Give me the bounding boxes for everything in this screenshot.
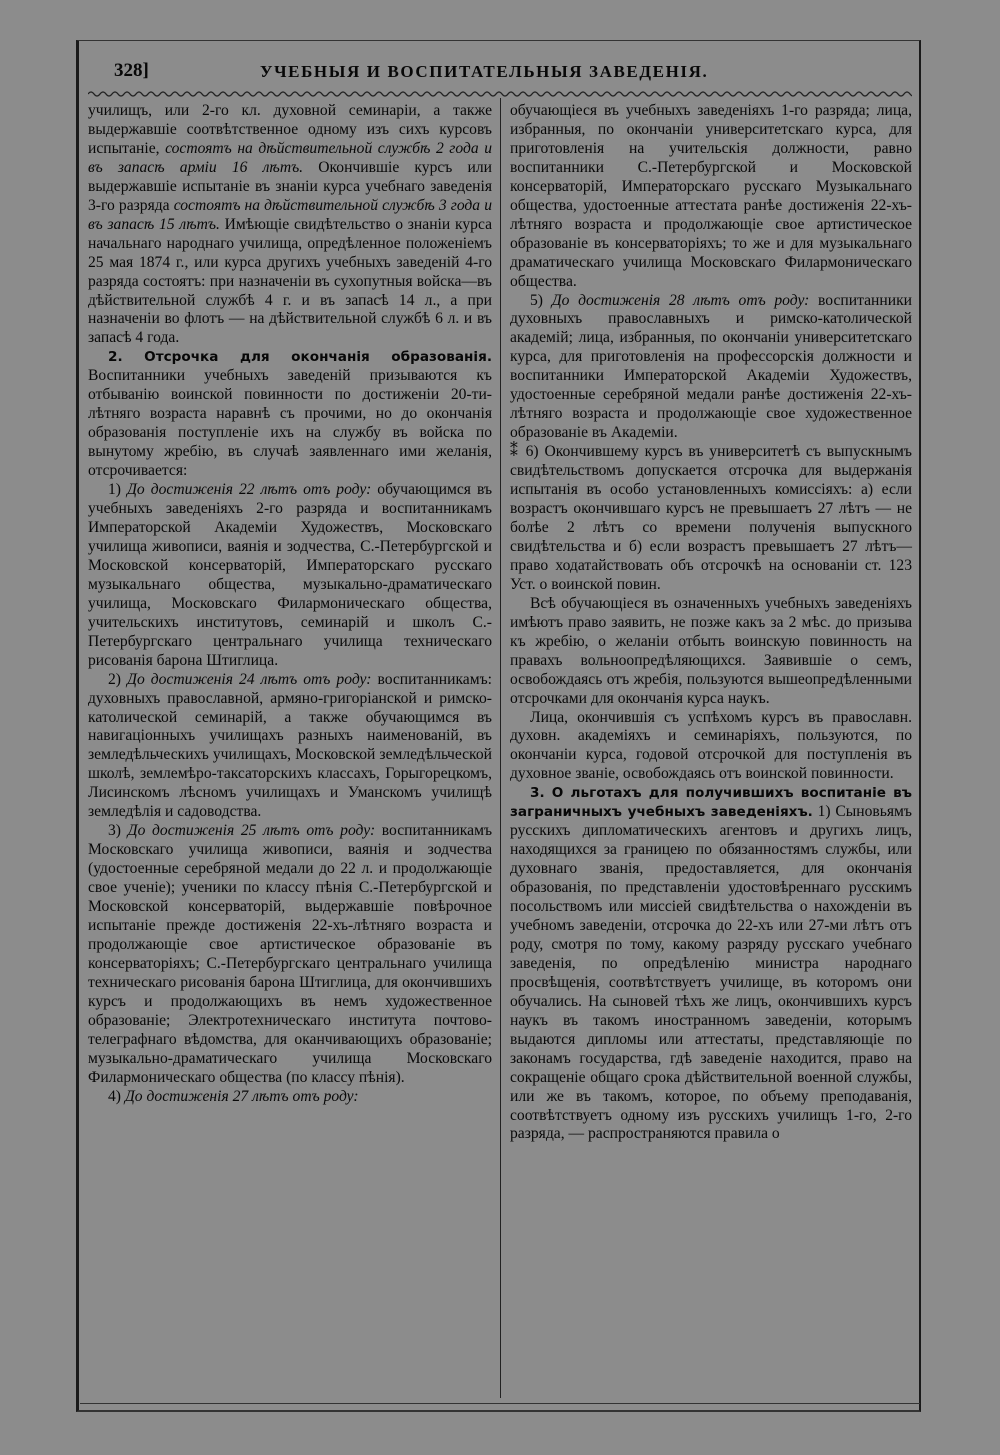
paragraph: [88, 102, 492, 348]
text-run: воспитанники духовныхъ православныхъ и римско-католической академій; лица, избранныя, по окончаніи университетскаго курса, для приготовленія на профессорскія должности и воспитанники Императорской Академіи Художествъ, удостоенные серебряной медали ранѣе достиженія 22-хъ-лѣтняго возраста и продолжающіе свое художественное образованіе въ Академіи.: [510, 291, 912, 442]
text-run: 1) Сыновьямъ русскихъ дипломатическихъ агентовъ и другихъ лицъ, находящихся за границею по обязанностямъ службы, или духовнаго званія, предоставляется, для окончанія образованія, по представленіи удостовѣреннаго русскимъ посольствомъ или миссіей свидѣтельства о нахожденіи въ учебномъ заведеніи, отсрочка до 22-хъ или 27-ми лѣтъ отъ роду, смотря по тому, какому разряду русскаго учебнаго заведенія, по опредѣленію министра народнаго просвѣщенія, соотвѣтствуетъ училище, въ которомъ они обучались. На сыновей тѣхъ же лицъ, окончившихъ курсъ наукъ въ такомъ иностранномъ заведеніи, которымъ выдаются дипломы или аттестаты, представляющіе по законамъ государства, гдѣ заведеніе находится, право на сокращеніе общаго срока дѣйствительной военной службы, или же въ такомъ, которое, по объему преподаванія, соотвѣтствуетъ одному изъ русскихъ училищъ 1-го, 2-го разряда, — распространяются правила о: [510, 803, 912, 1143]
section-heading: 3. О льготахъ для получившихъ воспитаніе въ заграничныхъ учебныхъ заведеніяхъ.: [510, 785, 912, 821]
text-run: воспитанникамъ: духовныхъ православной, армяно-григоріанской и римско-католической семинарій, а также обучающимся въ навигаціонныхъ училищахъ разныхъ наименованій, въ земледѣльческихъ училищахъ, Московской земледѣльческой школѣ, землемѣро-таксаторскихъ классахъ, Горыгорецкомъ, Лисинскомъ лѣсномъ училищахъ и Уманскомъ училищѣ земледѣлія и садоводства.: [88, 670, 492, 821]
section-paragraph: [88, 348, 492, 481]
left-column: [88, 102, 492, 1107]
paragraph: [88, 822, 492, 1087]
text-run: училищъ, или 2-го кл. духовной семинаріи, а также выдержавшіе соотвѣтственное одному изъ сихъ курсовъ испытаніе,: [88, 102, 492, 157]
section-heading: 2. Отсрочка для окончанія образованія.: [108, 349, 492, 366]
paragraph: [88, 1088, 492, 1107]
margin-mark: ⁑: [510, 443, 526, 461]
text-run: 3): [108, 822, 128, 840]
column-divider: [500, 98, 501, 1398]
italic-run: состоятъ на дѣйствительной службѣ 2 года и въ запасѣ арміи 16 лѣтъ.: [88, 139, 492, 176]
paragraph: [88, 481, 492, 671]
text-run: Имѣющіе свидѣтельство о знаніи курса начальнаго народнаго училища, опредѣленное положеніемъ 25 мая 1874 г., или курса другихъ учебныхъ заведеній 4-го разряда состоятъ: при назначеніи въ сухопутныя войска—въ дѣйствительной службѣ 4 г. и въ запасѣ 14 л., а при назначеніи во флотъ — на дѣйствительной службѣ 6 л. и въ запасѣ 4 года.: [88, 215, 492, 347]
italic-run: До достиженія 24 лѣтъ отъ роду:: [127, 670, 372, 688]
italic-run: До достиженія 22 лѣтъ отъ роду:: [127, 481, 372, 499]
italic-run: До достиженія 27 лѣтъ отъ роду:: [124, 1087, 359, 1105]
text-run: Воспитанники учебныхъ заведеній призываются къ отбыванію воинской повинности по достиженіи 20-ти-лѣтняго возраста наравнѣ съ прочими, но до окончанія образованія поступленіе ихъ на службу въ войска по вынутому жребію, въ случаѣ заявленнаго ими желанія, отсрочивается:: [88, 367, 492, 480]
italic-run: состоятъ на дѣйствительной службѣ 3 года и въ запасѣ 15 лѣтъ.: [88, 196, 493, 233]
text-run: воспитанникамъ Московскаго училища живописи, ваянія и зодчества (удостоенные серебряной медали до 22 л. и продолжающіе свое ученіе); ученики по классу пѣнія С.-Петербургской и Московской консерваторій, выдержавшіе повѣрочное испытаніе прежде достиженія 22-хъ-лѣтняго возраста и продолжающіе свое артистическое образованіе въ консерваторіяхъ; С.-Петербургскаго центральнаго училища техническаго рисованія барона Штиглица, для окончившихъ курсъ и продолжающихъ въ немъ художественное образованіе; Электротехническаго института почтово-телеграфнаго вѣдомства, для оканчивающихъ образованіе; музыкально-драматическаго училища Московскаго Филармоническаго общества (по классу пѣнія).: [88, 822, 493, 1086]
paragraph: [88, 671, 492, 823]
italic-run: До достиженія 28 лѣтъ отъ роду:: [551, 291, 810, 309]
paragraph: Всѣ обучающіеся въ означенныхъ учебныхъ заведеніяхъ имѣютъ право заявить, не позже какъ за 2 мѣс. до призыва къ жребію, о желаніи отбыть воинскую повинность на правахъ вольноопредѣляющихся. Заявившіе о семъ, освобождаясь отъ жребія, пользуются вышеопредѣленными отсрочками для окончанія курса наукъ.: [510, 594, 912, 707]
text-run: 6) Окончившему курсъ въ университетѣ съ выпускнымъ свидѣтельствомъ допускается отсрочка для выдержанія испытанія въ особо установленныхъ комиссіяхъ: а) если возрастъ окончившаго курсъ не превышаетъ 27 лѣтъ — не болѣе 2 лѣтъ со времени полученія выпускного свидѣтельства и б) если возрастъ превышаетъ 27 лѣтъ—право ходатайствовать объ отсрочкѣ на основаніи ст. 123 Уст. о воинской повин.: [510, 443, 912, 593]
paragraph: Лица, окончившія съ успѣхомъ курсъ въ православн. духовн. академіяхъ и семинаріяхъ, пользуются, по окончаніи курса, годовой отсрочкой для поступленія въ духовное званіе, освобождаясь отъ воинской повинности.: [510, 708, 912, 783]
text-run: 1): [108, 481, 128, 499]
paragraph: обучающіеся въ учебныхъ заведеніяхъ 1-го разряда; лица, избранныя, по окончаніи университетскаго курса, для приготовленія на учительскія должности, равно воспитанники С.-Петербургской и Московской консерваторій, Императорскаго русскаго Музыкальнаго общества, удостоенные аттестата ранѣе достиженія 22-хъ-лѣтняго возраста и продолжающіе свое артистическое образованіе въ консерваторіяхъ; то же и для музыкальнаго драматическаго училища Московскаго Филармоническаго общества.: [510, 102, 912, 290]
page-number: 328]: [114, 60, 149, 81]
bottom-rule: [80, 1403, 920, 1404]
section-paragraph: [510, 784, 912, 1144]
italic-run: До достиженія 25 лѣтъ отъ роду:: [127, 822, 376, 840]
right-column: [510, 102, 912, 1144]
text-run: Окончившіе курсъ или выдержавшіе испытаніе въ знаніи курса учебнаго заведенія 3-го разряда: [88, 158, 492, 214]
page-header: [100, 60, 910, 86]
running-title: УЧЕБНЫЯ И ВОСПИТАТЕЛЬНЫЯ ЗАВЕДЕНІЯ.: [260, 62, 709, 81]
paragraph: [510, 443, 912, 595]
text-run: 2): [108, 670, 128, 688]
paragraph: [510, 292, 912, 444]
text-run: 4): [108, 1087, 125, 1105]
text-run: обучающимся въ учебныхъ заведеніяхъ 2-го разряда и воспитанникамъ Императорской Академіи Художествъ, Московскаго училища живописи, ваянія и зодчества, С.-Петербургской и Московской консерваторій, Императорскаго русскаго музыкальнаго общества, музыкально-драматическаго училища, Московскаго Филармоническаго общества, учительскихъ институтовъ, семинарій и школъ С.-Петербургскаго центральнаго училища техническаго рисованія барона Штиглица.: [88, 481, 493, 669]
text-run: 5): [530, 291, 552, 309]
